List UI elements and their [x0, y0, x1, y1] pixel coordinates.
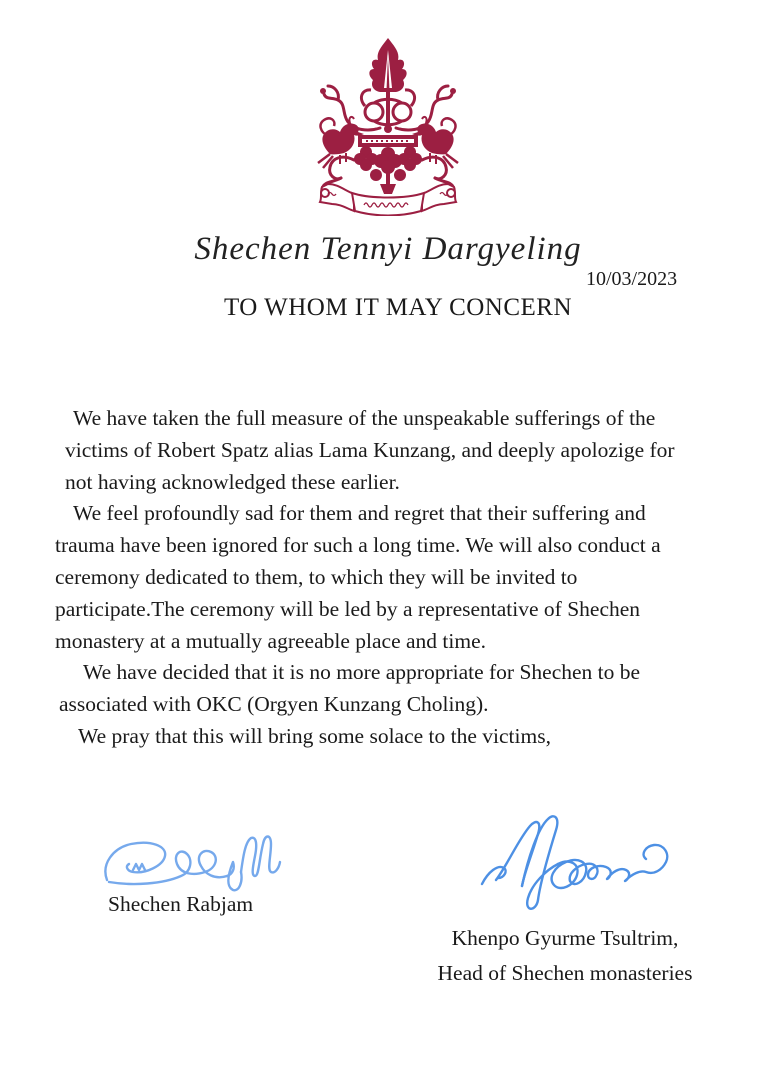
- book-icon: [358, 135, 418, 147]
- paragraph-3: [0, 657, 768, 721]
- vase-base: [380, 184, 396, 194]
- paragraph-line: victims of Robert Spatz alias Lama Kunzang, and deeply apolozige for: [65, 437, 675, 462]
- snake-left-icon: [320, 86, 380, 130]
- snake-right-icon: [396, 86, 456, 130]
- signer-block-right: [420, 921, 710, 991]
- paragraph-line: not having acknowledged these earlier.: [65, 469, 400, 494]
- signer-title-right: Head of Shechen monasteries: [437, 961, 693, 985]
- shaft-bead: [384, 125, 392, 133]
- paragraph-line: We have decided that it is no more appropriate for Shechen to be: [83, 660, 641, 685]
- paragraph-line: trauma have been ignored for such a long time. We will also conduct a: [55, 533, 661, 558]
- foliage-icon: [354, 146, 422, 184]
- salutation: TO WHOM IT MAY CONCERN: [223, 294, 573, 321]
- paragraph-line: monastery at a mutually agreeable place and time.: [55, 628, 487, 653]
- signer-name-right: Khenpo Gyurme Tsultrim,: [451, 926, 679, 950]
- organization-script-title: Shechen Tennyi Dargyeling: [194, 231, 582, 267]
- letter-body: [0, 403, 768, 753]
- paragraph-1: [0, 403, 768, 498]
- signer-name-left: Shechen Rabjam: [108, 892, 254, 916]
- letter-date: 10/03/2023: [586, 268, 678, 290]
- paragraph-4: [0, 721, 768, 753]
- paragraph-line: associated with OKC (Orgyen Kunzang Choling).: [59, 692, 489, 717]
- shechen-crest-logo: [310, 36, 466, 216]
- paragraph-line: ceremony dedicated to them, to which they will be invited to: [55, 564, 578, 589]
- khenpo-gyurme-tsultrim-signature: [474, 812, 669, 914]
- paragraph-line: participate.The ceremony will be led by a representative of Shechen: [55, 596, 641, 621]
- paragraph-line: We feel profoundly sad for them and regret that their suffering and: [73, 501, 646, 526]
- paragraph-line: We have taken the full measure of the unspeakable sufferings of the: [73, 406, 656, 430]
- paragraph-2: [0, 498, 768, 657]
- paragraph-line: We pray that this will bring some solace to the victims,: [78, 723, 551, 748]
